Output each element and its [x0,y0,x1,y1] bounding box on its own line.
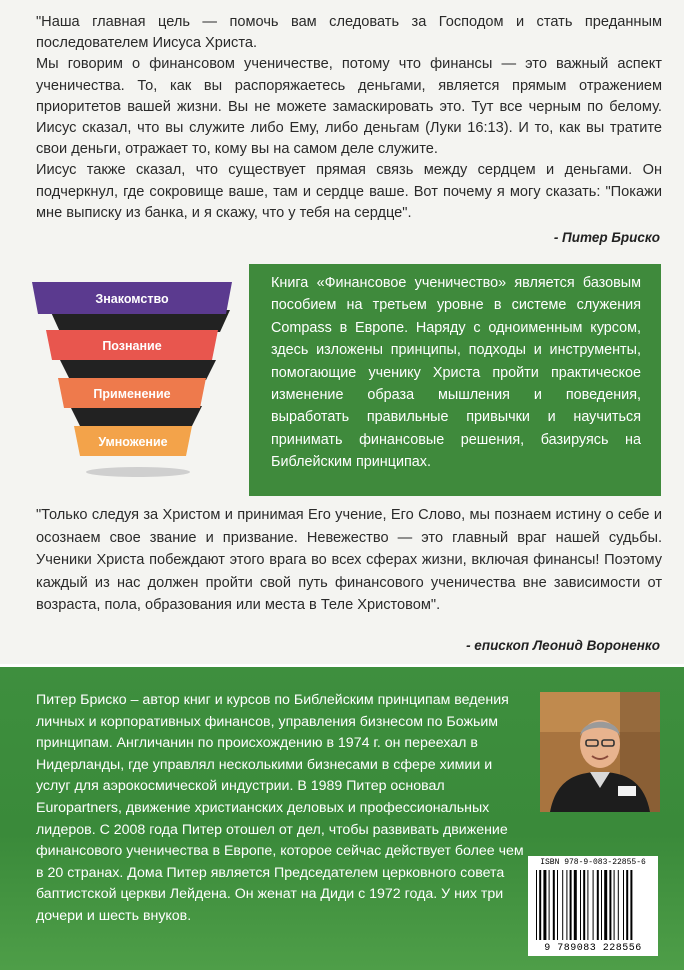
isbn-number: ISBN 978-9-083-22855-6 [540,858,646,867]
bishop-quote: "Только следуя за Христом и принимая Его учение, Его Слово, мы познаем истину о себе и осознаем свое звание и призвание. Невежество — это главный враг нашей судьбы. Ученики Христа побеждают этого врага во всех сферах жизни, включая финансы! Поэтому каждый из нас должен пройти свой путь финансового ученичества вне зависимости от возраста, пола, образования или места в Теле Христовом". [36,507,662,614]
author-photo [540,692,660,812]
barcode-bar [557,870,558,940]
funnel-shadow [60,360,216,380]
barcode-bar [549,870,550,940]
barcode-bar [562,870,563,940]
barcode-bar [574,870,577,940]
barcode-bar [580,870,581,940]
barcode-bar [570,870,572,940]
author-bio-text: Питер Бриско – автор книг и курсов по Библейским принципам ведения личных и корпоративных финансов, управления бизнесом по Божьим принципам. Англичанин по происхождению в 1974 г. он переехал в Нидерланды, где управлял несколькими бизнесами в сфере химии и услуг для аэрокосмической индустрии. В 1989 Питер основал Europartners, движение христианских деловых и профессиональных лидеров. С 2008 года Питер отошел от дел, чтобы развивать движение финансового ученичества в Европе, которое сейчас действует более чем в 20 странах. Дома Питер является Председателем церковного совета баптистской церкви Лейдена. Он женат на Диди с 1972 года. У них три дочери и шесть внуков. [36,692,524,924]
barcode-bar [593,870,594,940]
barcode-bar [543,870,546,940]
barcode-bar [601,870,602,940]
barcode-bar [618,870,619,940]
barcode-bar [604,870,607,940]
barcode-bar [583,870,585,940]
funnel-label-3: Применение [93,387,171,401]
book-description-box [249,264,661,496]
barcode-bar [536,870,537,940]
barcode-bar [614,870,615,940]
barcode-bars [528,856,658,956]
barcode-bar [623,870,624,940]
barcode-bar [566,870,567,940]
barcode-bar [587,870,588,940]
barcode-bar [630,870,632,940]
barcode-bar [553,870,555,940]
isbn-barcode [528,856,658,956]
top-quote-paragraph: "Наша главная цель — помочь вам следовать за Господом и стать преданным последователем Иисуса Христа. [36,14,662,52]
bishop-quote-author: - епископ Леонид Вороненко [466,638,660,653]
barcode-bar [626,870,628,940]
funnel-label-1: Знакомство [95,292,169,306]
barcode-bar [539,870,541,940]
barcode-bar [609,870,611,940]
funnel-label-2: Познание [102,339,162,353]
funnel-label-4: Умножение [98,435,168,449]
funnel-shadow [70,406,202,426]
top-quote [36,12,662,224]
discipleship-funnel [30,280,240,480]
top-quote-paragraph: Иисус также сказал, что существует прямая связь между сердцем и деньгами. Он подчеркнул, где сокровище ваше, там и сердце ваше. Вот почему я могу сказать: "Покажи мне выписку из банка, и я скажу, что у тебя на сердце". [36,162,662,221]
top-quote-author: - Питер Бриско [553,230,660,245]
barcode-bar [597,870,599,940]
funnel-base-shadow [86,467,190,477]
author-photo-illustration [540,692,660,812]
top-quote-paragraph: Мы говорим о финансовом ученичестве, потому что финансы — это важный аспект ученичества. То, как вы распоряжаетесь деньгами, является прямым отражением приоритетов вашей жизни. Вы не можете замаскировать это. Тут все черным по белому. Иисус сказал, что вы служите либо Ему, либо деньгам (Луки 16:13). И то, как вы тратите свои деньги, отражает то, кому вы на самом деле служите. [36,56,662,158]
barcode-digits: 9 789083 228556 [544,943,642,954]
book-description-text: Книга «Финансовое ученичество» является базовым пособием на третьем уровне в системе служения Compass в Европе. Наряду с одноименным курсом, здесь изложены принципы, подходы и инструменты, помогающие ученику Христа пройти практическое изменение образа мышления и поведения, выработать правильные привычки и научиться принимать финансовые решения, базируясь на Библейским принципах. [271,275,641,471]
